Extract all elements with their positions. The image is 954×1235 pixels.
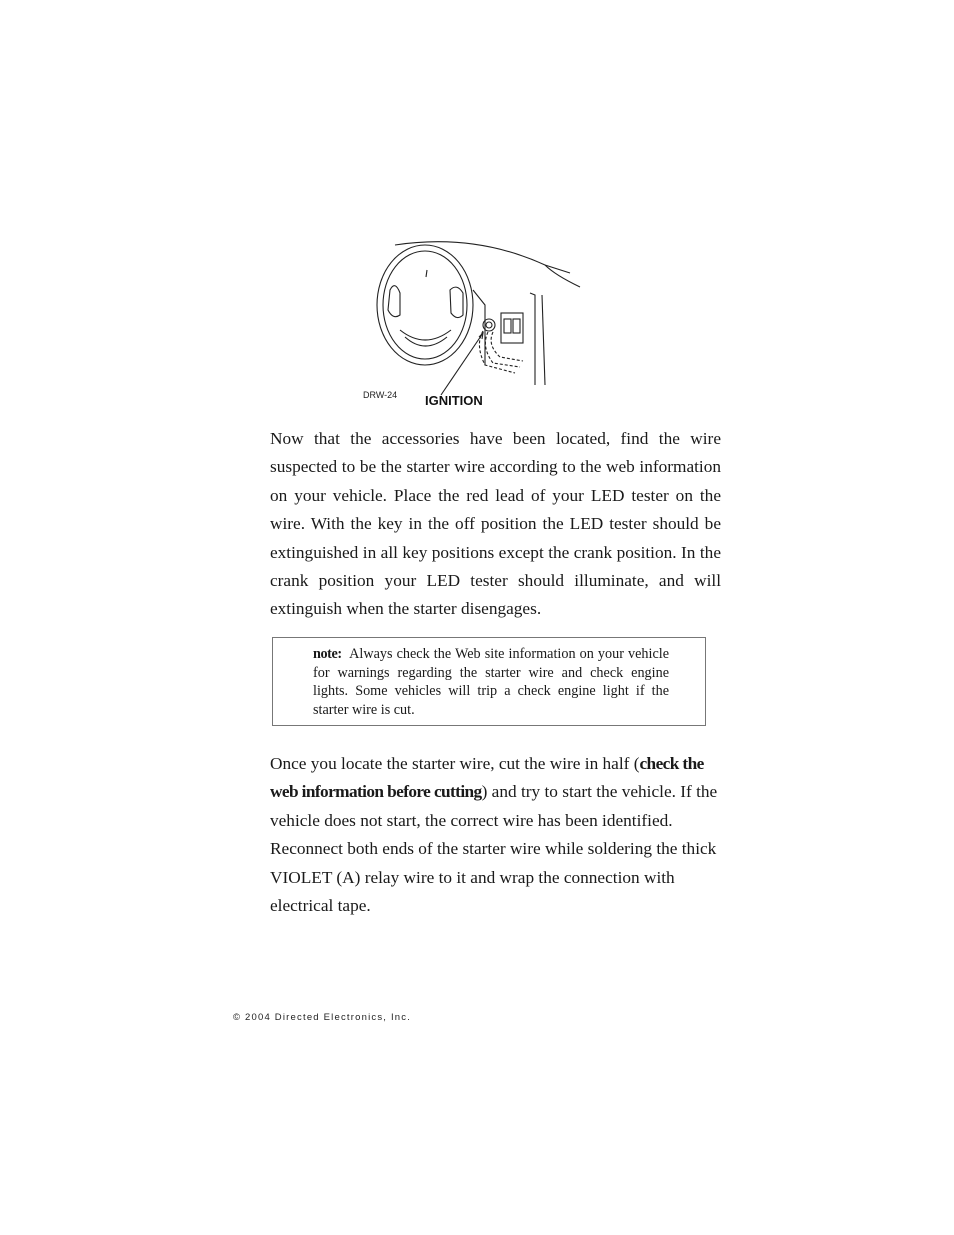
note-text-block (313, 645, 669, 719)
copyright-footer: © 2004 Directed Electronics, Inc. (233, 1012, 412, 1023)
ignition-diagram (355, 235, 595, 415)
paragraph-cut-wire (270, 750, 721, 920)
paragraph-led-tester: Now that the accessories have been located, find the wire suspected to be the starter wire according to the web information on your vehicle. Place the red lead of your LED tester on the wire. With the key in the off position the LED tester should be extinguished in all key positions except the crank position. In the crank position your LED tester should illuminate, and will extinguish when the starter disengages. (270, 429, 721, 619)
note-body: Always check the Web site information on your vehicle for warnings regarding the starter wire and check engine lights. Some vehicles will trip a check engine light if the starter wire is cut. (313, 646, 670, 718)
figure-label: IGNITION (425, 393, 483, 408)
note-label: note: (313, 646, 342, 662)
paragraph-cut-wire-start: Once you locate the starter wire, cut the wire in half ( (270, 754, 640, 773)
paragraph-cut-wire-end: ) and try to start the vehicle. If the vehicle does not start, the correct wire has been identified. Reconnect both ends of the starter wire while soldering the thick VIOLET (A) relay wire to it and wrap the connection with electrical tape. (270, 782, 718, 916)
steering-wheel-dashboard-illustration (355, 235, 595, 415)
figure-code: DRW-24 (363, 390, 398, 400)
paragraph-cut-wire-emphasis: check the web information before cutting (270, 754, 704, 802)
note-box (272, 637, 706, 726)
